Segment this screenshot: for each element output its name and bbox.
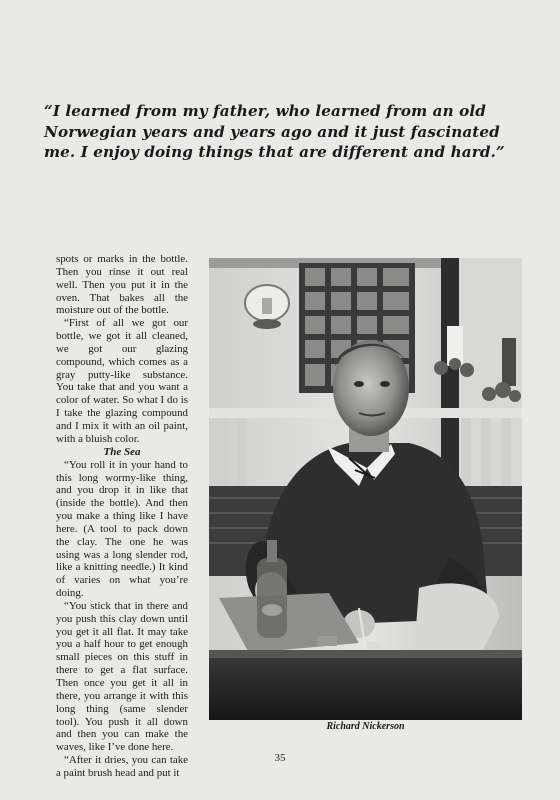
paragraph: “You stick that in there and you push this clay down until you get it all flat. It may take you a half hour to get enough small pieces on this stuff in there to get a flat surface. Then once you get it all in there, you arrange it with this long thing (same slender tool). You push it all down and then you can make the waves, like I’ve done here. [56,599,188,754]
paragraph: “After it dries, you can take a paint brush head and put it [56,754,188,779]
photo-caption: Richard Nickerson [326,721,405,732]
photo-illustration [209,258,522,720]
paragraph: “First of all we got our bottle, we got it all cleaned, we got our glazing compound, which comes as a gray putty-like substance. You take that and you want a color of water. So what I do is I take the glazing compound and I mix it with an oil paint, with a bluish color. [56,317,188,445]
pull-quote: “I learned from my father, who learned from an old Norwegian years and years ago and it just fascinated me. I enjoy doing things that are different and hard.” [44,102,505,161]
paragraph: spots or marks in the bottle. Then you rinse it out real well. Then you put it in the oven. That bakes all the moisture out of the bottle. [56,253,188,317]
portrait-photo [209,258,522,720]
section-subheading: The Sea [103,445,141,458]
paragraph: “You roll it in your hand to this long wormy-like thing, and you drop it in like that (inside the bottle). And then you make a thing like I have here. (A tool to pack down the clay. The one he was using was a long slender rod, like a knitting needle.) It kind of varies on what you’re doing. [56,458,188,600]
page-number: 35 [274,752,286,764]
article-column [56,253,188,780]
